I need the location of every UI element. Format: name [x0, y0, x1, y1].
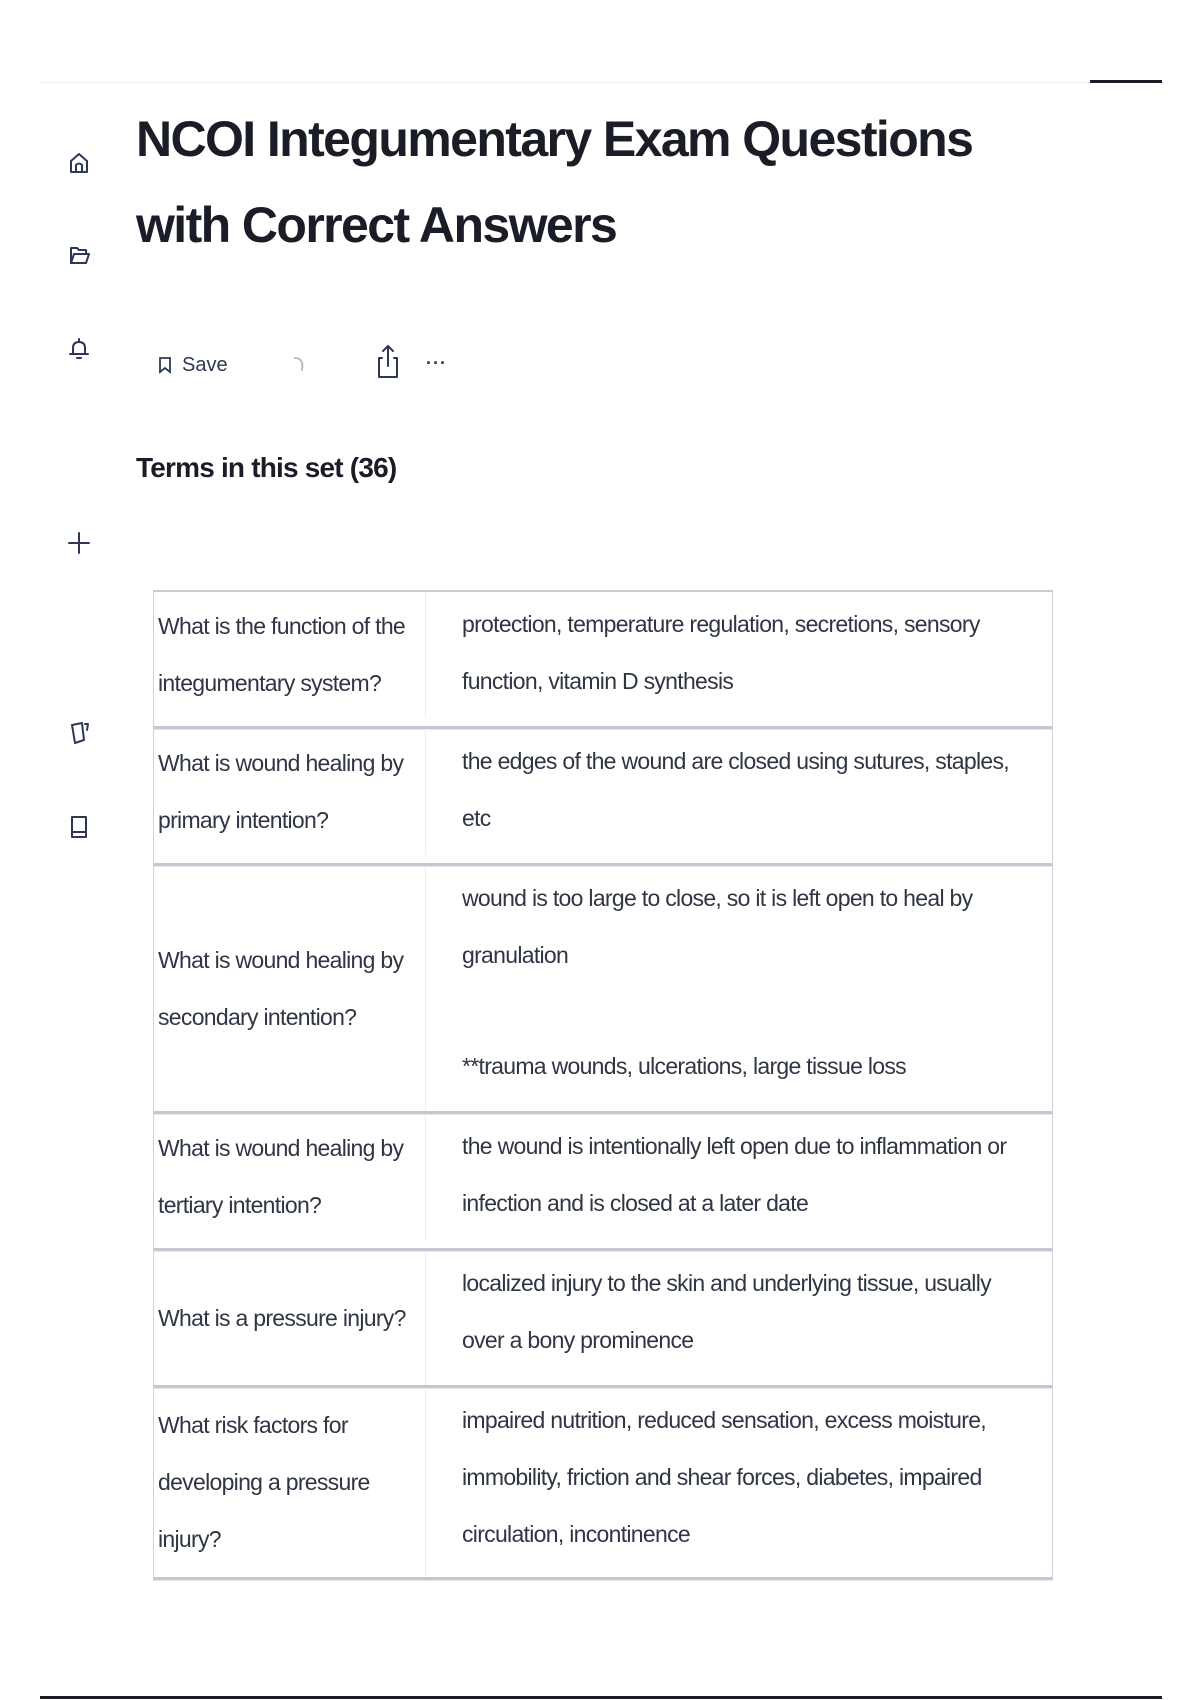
top-divider — [40, 82, 1090, 83]
definition-text: protection, temperature regulation, secretions, sensory function, vitamin D synthesis — [462, 611, 980, 694]
top-edge-bar — [1090, 80, 1162, 83]
term-cell: What risk factors for developing a pressure injury? — [154, 1388, 426, 1577]
definition-cell — [426, 1251, 1052, 1385]
table-row[interactable] — [153, 1388, 1053, 1580]
term-cell: What is a pressure injury? — [154, 1251, 426, 1385]
plus-icon[interactable] — [62, 526, 96, 560]
table-row[interactable] — [153, 1251, 1053, 1388]
cards-icon[interactable] — [62, 716, 96, 750]
term-cell: What is wound healing by primary intention? — [154, 729, 426, 855]
book-icon[interactable] — [62, 810, 96, 844]
term-cell: What is wound healing by tertiary intention? — [154, 1114, 426, 1240]
term-cell: What is wound healing by secondary intention? — [154, 866, 426, 1111]
more-options-icon[interactable]: ··· — [426, 353, 447, 373]
table-row[interactable] — [153, 1114, 1053, 1251]
definition-note: **trauma wounds, ulcerations, large tissue loss — [462, 1053, 906, 1079]
save-button[interactable] — [158, 354, 228, 377]
undo-icon[interactable] — [290, 348, 310, 382]
home-icon[interactable] — [62, 146, 96, 180]
page-title: NCOI Integumentary Exam Questions with Correct Answers — [136, 111, 973, 253]
definition-cell — [426, 592, 1052, 726]
definition-cell — [426, 1388, 1052, 1577]
table-row[interactable] — [153, 729, 1053, 866]
folder-icon[interactable] — [62, 238, 96, 272]
definition-text: impaired nutrition, reduced sensation, excess moisture, immobility, friction and shear forces, diabetes, impaired circulation, incontinence — [462, 1407, 987, 1547]
definition-cell — [426, 729, 1052, 863]
action-bar — [158, 348, 447, 382]
bookmark-icon — [158, 356, 172, 374]
bell-icon[interactable] — [62, 332, 96, 366]
definition-gap — [462, 984, 1028, 1038]
terms-table — [153, 590, 1053, 1580]
share-icon[interactable] — [374, 342, 402, 382]
definition-text: wound is too large to close, so it is left open to heal by granulation — [462, 885, 973, 968]
bottom-divider — [40, 1696, 1162, 1699]
term-cell: What is the function of the integumentary system? — [154, 592, 426, 718]
definition-text: the edges of the wound are closed using sutures, staples, etc — [462, 748, 1009, 831]
definition-cell — [426, 1114, 1052, 1248]
definition-text: the wound is intentionally left open due to inflammation or infection and is closed at a later date — [462, 1133, 1007, 1216]
table-row[interactable] — [153, 592, 1053, 729]
definition-text: localized injury to the skin and underlying tissue, usually over a bony prominence — [462, 1270, 991, 1353]
terms-heading: Terms in this set (36) — [136, 452, 397, 483]
table-row[interactable] — [153, 866, 1053, 1114]
save-label: Save — [182, 353, 228, 376]
definition-cell — [426, 866, 1052, 1111]
